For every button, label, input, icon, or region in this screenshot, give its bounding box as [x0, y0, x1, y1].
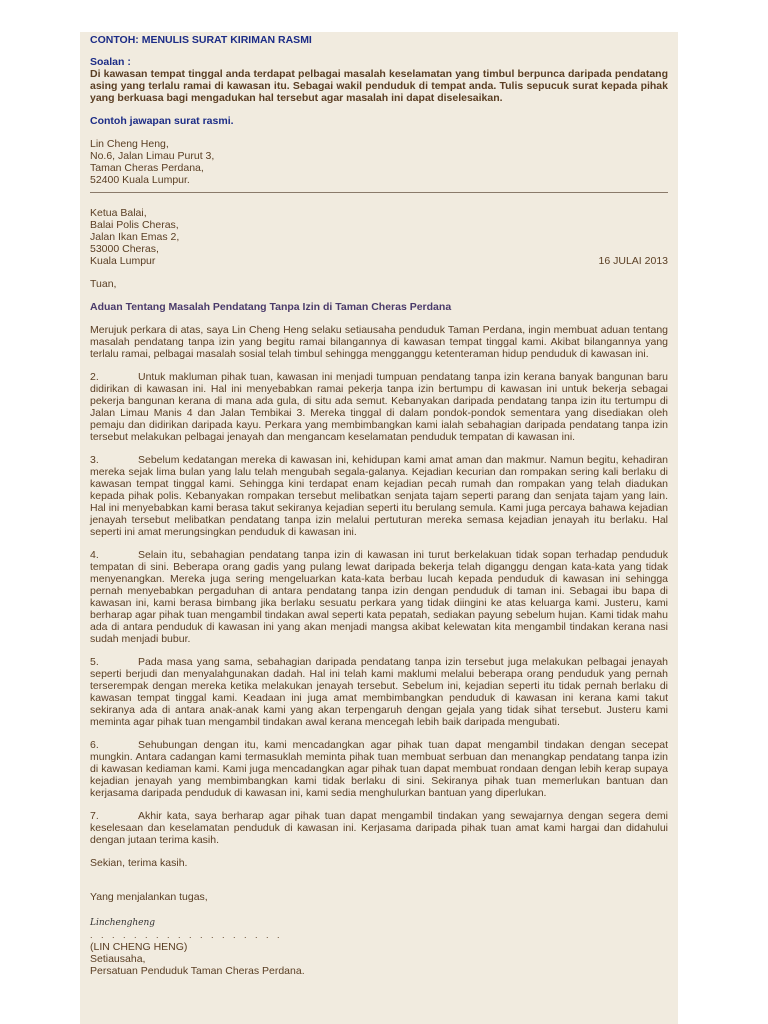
paragraph-text: Untuk makluman pihak tuan, kawasan ini menjadi tumpuan pendatang tanpa izin kerana banyak bangunan baru didirikan di kawasan ini. Hal ini menyebabkan ramai pekerja tanpa izin bertumpu di kawasan ini untuk bekerja sebagai pekerja bangunan kerana di mana ada gula, di situ ada semut. Kebanyakan daripada pendatang tanpa izin itu tertumpu di Jalan Limau Manis 4 dan Jalan Tembikai 3. Mereka tinggal di dalam pondok-pondok sementara yang disediakan oleh pemaju dan didirikan daripada kayu. Perkara yang membimbangkan kami ialah sebahagian daripada pendatang tanpa izin tersebut melakukan pelbagai jenayah dan mengancam keselamatan penduduk tempatan di kawasan ini. — [90, 371, 668, 443]
sender-line: Taman Cheras Perdana, — [90, 162, 204, 174]
signer-line: (LIN CHENG HENG) — [90, 941, 188, 953]
paragraph-text: Selain itu, sebahagian pendatang tanpa izin di kawasan ini turut berkelakuan tidak sopan terhadap penduduk tempatan di sini. Beberapa orang gadis yang pulang lewat daripada bekerja telah diganggu dengan kata-kata yang tidak menyenangkan. Mereka juga sering mengeluarkan kata-kata berbau lucah kepada penduduk di kawasan ini sehingga pernah menyebabkan pergaduhan di antara pendatang tanpa izin dengan penduduk di taman ini. Sebagai ibu bapa di kawasan ini, kami berasa bimbang jika berlaku sesuatu perkara yang tidak diingini ke atas keluarga kami. Justeru, kami berharap agar pihak tuan mengambil tindakan awal seperti kata pepatah, sediakan payung sebelum hujan. Kami tidak mahu ada di antara penduduk di kawasan ini yang akan menjadi mangsa akibat kelewatan kita mengambil tindakan kerana nasi sudah menjadi bubur. — [90, 549, 668, 645]
recipient-line: Ketua Balai, — [90, 207, 147, 219]
closing-line: Sekian, terima kasih. — [90, 857, 188, 869]
paragraph-number: 2. — [90, 371, 99, 383]
letter-subject: Aduan Tentang Masalah Pendatang Tanpa Izin di Taman Cheras Perdana — [90, 301, 452, 313]
letter-date: 16 JULAI 2013 — [598, 255, 668, 267]
page-heading: CONTOH: MENULIS SURAT KIRIMAN RASMI — [90, 34, 312, 46]
letter-page — [80, 32, 678, 1024]
paragraph-6 — [90, 739, 668, 799]
recipient-line: 53000 Cheras, — [90, 243, 159, 255]
recipient-date-row — [90, 255, 668, 267]
sender-address — [90, 138, 668, 186]
yang-menjalankan: Yang menjalankan tugas, — [90, 891, 208, 903]
signature: Linchengheng — [90, 918, 156, 928]
paragraph-number: 6. — [90, 739, 99, 751]
signer-line: Setiausaha, — [90, 953, 146, 965]
paragraph-number: 5. — [90, 656, 99, 668]
paragraph-number: 7. — [90, 810, 99, 822]
paragraph-text: Sehubungan dengan itu, kami mencadangkan agar pihak tuan dapat mengambil tindakan dengan secepat mungkin. Antara cadangan kami termasuklah meminta pihak tuan membuat serbuan dan menangkap pendatang tanpa izin di kawasan kediaman kami. Kami juga mencadangkan agar pihak tuan dapat membuat rondaan dengan lebih kerap supaya kejadian jenayah yang membimbangkan kami tidak berlaku di sini. Sekiranya pihak tuan memerlukan bantuan dan kerjasama daripada penduduk di kawasan ini, kami sedia menghulurkan bantuan yang diperlukan. — [90, 739, 668, 799]
recipient-line: Balai Polis Cheras, — [90, 219, 179, 231]
sender-line: No.6, Jalan Limau Purut 3, — [90, 150, 215, 162]
signer-block — [90, 941, 668, 977]
paragraph-text: Sebelum kedatangan mereka di kawasan ini, kehidupan kami amat aman dan makmur. Namun begitu, kehadiran mereka sejak lima bulan yang lalu telah mengubah segala-galanya. Kejadian kecurian dan rompakan sering kali berlaku di kawasan tempat tinggal kami. Sehingga kini terdapat enam kejadian pecah rumah dan rompakan yang telah diadukan kepada pihak polis. Kebanyakan rompakan tersebut melibatkan senjata tajam seperti parang dan senjata tajam yang lain. Hal ini menyebabkan kami berasa takut sekiranya kejadian seperti itu berulang semula. Kami juga percaya bahawa kejadian jenayah tersebut melibatkan pendatang tanpa izin melalui pertuturan mereka semasa kejadian jenayah itu berlaku. Hal seperti ini amat merungsingkan penduduk di kawasan ini. — [90, 454, 668, 538]
divider-line — [90, 192, 668, 193]
sender-line: 52400 Kuala Lumpur. — [90, 174, 190, 186]
paragraph-number: 4. — [90, 549, 99, 561]
recipient-line: Jalan Ikan Emas 2, — [90, 231, 180, 243]
sender-line: Lin Cheng Heng, — [90, 138, 169, 150]
paragraph-text: Akhir kata, saya berharap agar pihak tuan dapat mengambil tindakan yang sewajarnya dengan segera demi keselesaan dan keselamatan penduduk di kawasan ini. Kerjasama daripada pihak tuan amat kami hargai dan didahului dengan jutaan terima kasih. — [90, 810, 668, 846]
soalan-label: Soalan : — [90, 56, 131, 68]
salutation: Tuan, — [90, 278, 117, 290]
intro-paragraph: Merujuk perkara di atas, saya Lin Cheng Heng selaku setiausaha penduduk Taman Perdana, ingin membuat aduan tentang masalah pendatang tanpa izin yang begitu ramai bilangannya di kawasan tempat tinggal kami. Akibat bilangannya yang terlalu ramai, pelbagai masalah sosial telah timbul sehingga mengganggu ketenteraman hidup penduduk di kawasan ini. — [90, 324, 668, 360]
paragraph-2 — [90, 371, 668, 443]
paragraph-7 — [90, 810, 668, 846]
recipient-address — [90, 207, 668, 267]
signer-line: Persatuan Penduduk Taman Cheras Perdana. — [90, 965, 305, 977]
paragraph-4 — [90, 549, 668, 645]
paragraph-number: 3. — [90, 454, 99, 466]
letter-content — [90, 34, 668, 977]
paragraph-text: Pada masa yang sama, sebahagian daripada pendatang tanpa izin tersebut juga melakukan pelbagai jenayah seperti berjudi dan menyalahgunakan dadah. Hal ini telah kami maklumi melalui beberapa orang penduduk yang pernah terserempak dengan mereka ketika melakukan jenayah tersebut. Sebelum ini, kejadian seperti itu tidak pernah berlaku di kawasan tempat tinggal kami. Keadaan ini juga amat membimbangkan penduduk di kawasan ini kerana kami takut sekiranya ada di antara anak-anak kami yang akan terpengaruh dengan gejala yang tidak sihat tersebut. Justeru kami meminta agar pihak tuan mengambil tindakan awal kerana mencegah lebih baik daripada mengubati. — [90, 656, 668, 728]
paragraph-5 — [90, 656, 668, 728]
soalan-text: Di kawasan tempat tinggal anda terdapat pelbagai masalah keselamatan yang timbul berpunca daripada pendatang asing yang terlalu ramai di kawasan itu. Sebagai wakil penduduk di tempat anda. Tulis sepucuk surat kepada pihak yang berkuasa bagi mengadukan hal tersebut agar masalah ini dapat diselesaikan. — [90, 68, 668, 104]
contoh-label: Contoh jawapan surat rasmi. — [90, 115, 234, 127]
recipient-line: Kuala Lumpur — [90, 255, 156, 267]
signature-dots: . . . . . . . . . . . . . . . . . . — [90, 930, 283, 940]
paragraph-3 — [90, 454, 668, 538]
